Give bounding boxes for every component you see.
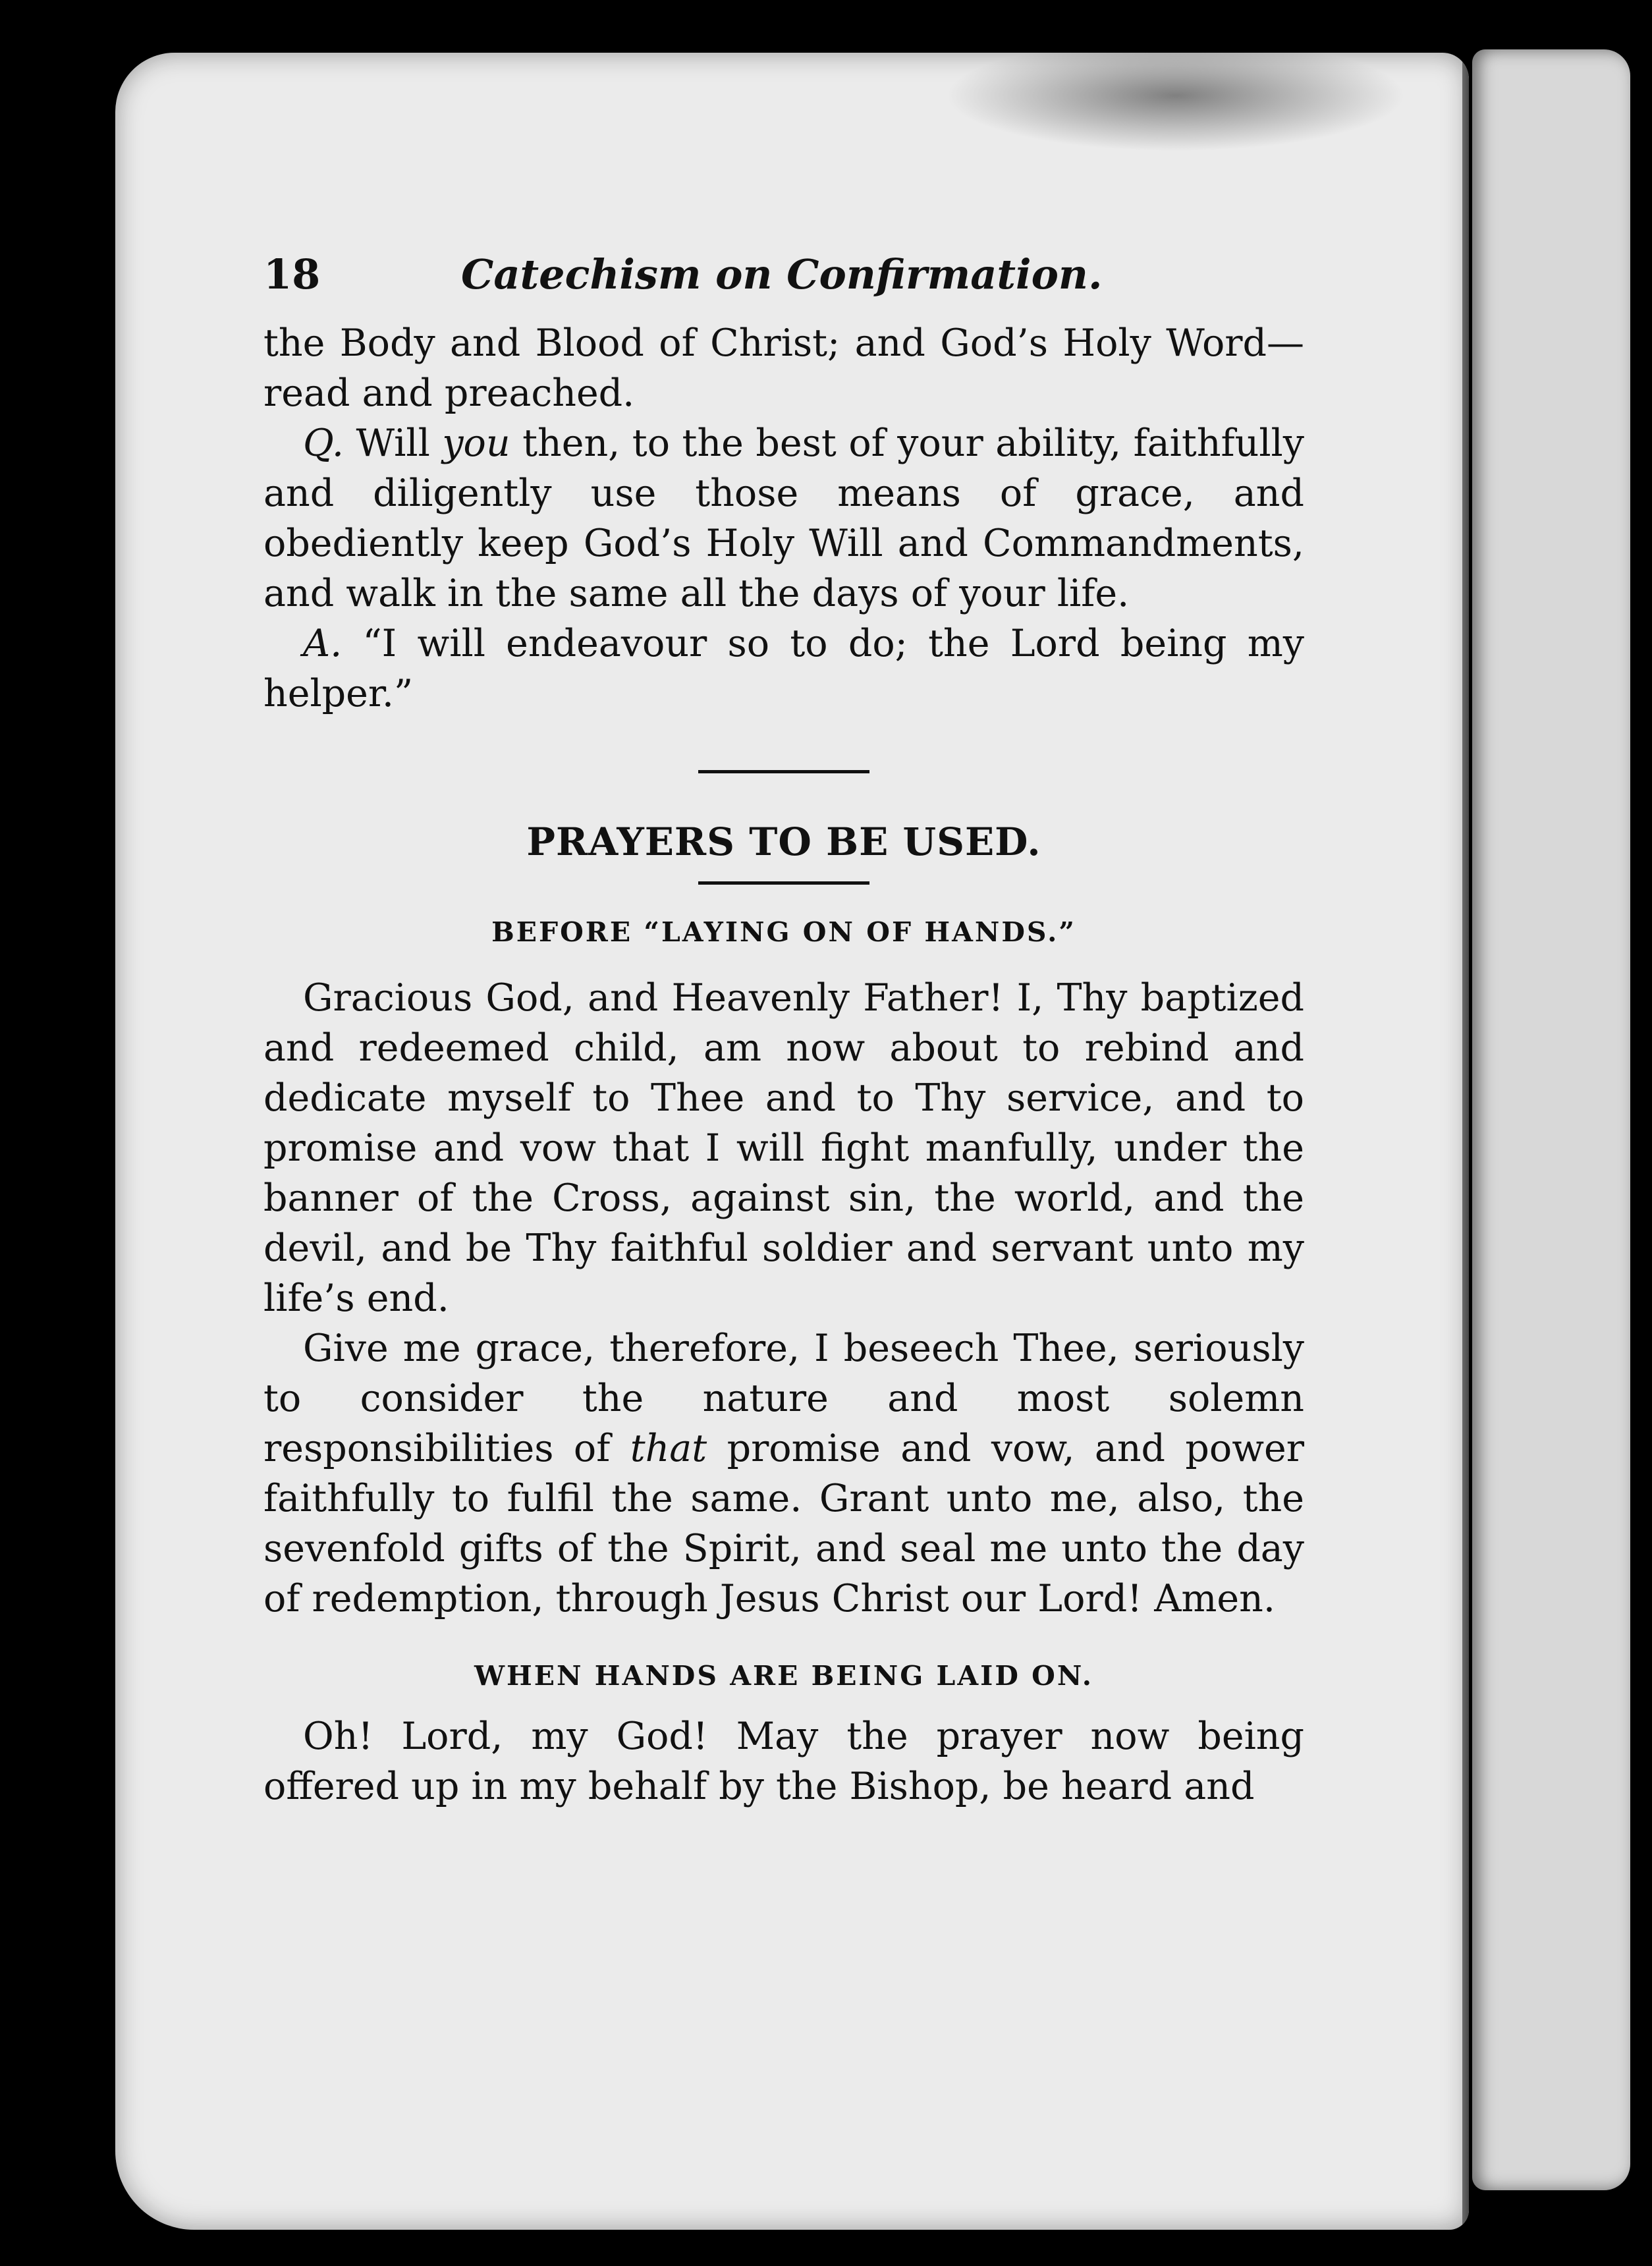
subheading-when: WHEN HANDS ARE BEING LAID ON. [474, 1660, 1093, 1692]
prayer2-text-b: promise and vow, and power faithfully to fulfil the same. Grant unto me, also, the sevenfold gifts of the Spirit, and seal me unto the day of redemption, through Jesus Christ our Lord! Amen. [263, 1427, 1304, 1620]
question-label: Q. [303, 422, 344, 465]
question-emphasis: you [442, 422, 510, 465]
answer-paragraph [263, 619, 1304, 719]
question-paragraph [263, 418, 1304, 619]
page-number: 18 [263, 250, 321, 298]
prayer2-emphasis: that [630, 1427, 707, 1470]
divider-rule [698, 770, 869, 773]
prayer-paragraph-2 [263, 1323, 1304, 1624]
page-gutter [1462, 53, 1469, 2230]
question-text-a: Will [344, 422, 443, 465]
running-title: Catechism on Confirmation. [461, 250, 1103, 298]
answer-text: “I will endeavour so to do; the Lord being my helper.” [263, 622, 1304, 715]
prayer-paragraph-3: Oh! Lord, my God! May the prayer now being offered up in my behalf by the Bishop, be heard and [263, 1715, 1304, 1808]
section-heading: PRAYERS TO BE USED. [526, 819, 1041, 864]
divider-rule-short [698, 881, 869, 885]
facing-page-edge [1472, 49, 1630, 2190]
question-text-b: then, to the best of your ability, faithfully and diligently use those means of grace, and obediently keep God’s Holy Will and Commandments, and walk in the same all the days of your life. [263, 422, 1304, 615]
page-text [263, 250, 1304, 1811]
subheading-before: BEFORE “LAYING ON OF HANDS.” [491, 916, 1076, 948]
running-head [263, 250, 1304, 298]
paragraph-continued: the Body and Blood of Christ; and God’s Holy Word—read and preached. [263, 321, 1304, 415]
prayer-paragraph-1: Gracious God, and Heavenly Father! I, Thy baptized and redeemed child, am now about to rebind and dedicate myself to Thee and to Thy service, and to promise and vow that I will fight manfully, under the banner of the Cross, against sin, the world, and the devil, and be Thy faithful soldier and servant unto my life’s end. [263, 976, 1304, 1320]
prayer2-text-a: Give me grace, therefore, I beseech Thee, seriously to consider the nature and most solemn responsibilities of [263, 1327, 1304, 1470]
answer-label: A. [303, 622, 343, 665]
